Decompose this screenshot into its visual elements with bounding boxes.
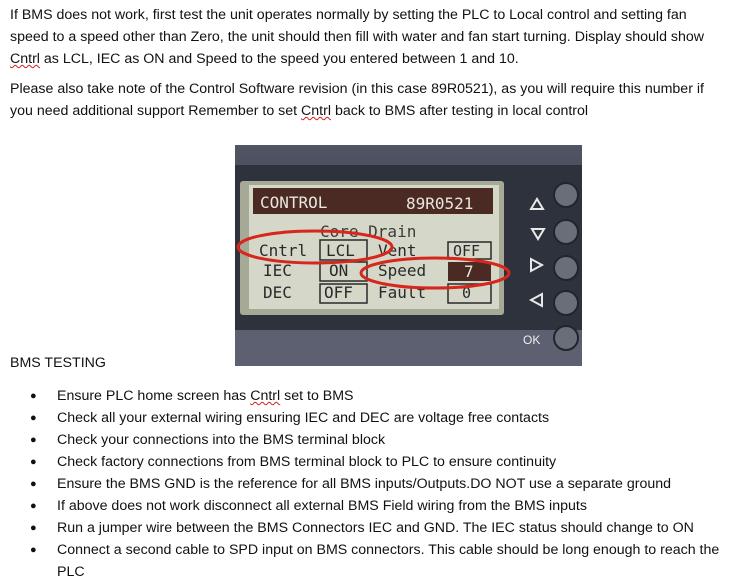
lcd-row-param: Vent [378, 241, 417, 260]
lcd-row-param-value: 0 [462, 284, 472, 302]
intro-text: Please also take note of the Control Software revision (in this case 89R0521), as you will require this number if you need additional support Remember to set [10, 81, 704, 119]
ok-label: OK [523, 333, 541, 347]
lcd-row-param-value: 7 [464, 262, 474, 281]
bullet-item [0, 473, 729, 495]
cntrl-word: Cntrl [10, 51, 40, 67]
bullet-item [0, 451, 729, 473]
intro-paragraph-1 [10, 4, 722, 70]
intro-paragraph-2 [10, 78, 722, 122]
lcd-row-label: DEC [263, 283, 292, 302]
bullet-item [0, 517, 729, 539]
lcd-col-headers: Core Drain [320, 222, 417, 241]
bullet-item [0, 539, 729, 583]
bullet-text: Connect a second cable to SPD input on BMS connectors. This cable should be long enough to reach the PLC [57, 542, 720, 580]
bullet-list [0, 385, 729, 583]
lcd-header-title: CONTROL [260, 193, 328, 212]
lcd-revision: 89R0521 [406, 194, 474, 213]
bullet-text: Check all your external wiring ensuring IEC and DEC are voltage free contacts [57, 410, 550, 426]
lcd-row-param: Fault [378, 283, 427, 302]
lcd-row-param: Speed [378, 261, 427, 280]
bullet-text: Ensure the BMS GND is the reference for all BMS inputs/Outputs.DO NOT use a separate ground [57, 476, 672, 492]
bullet-text: Check your connections into the BMS terminal block [57, 432, 386, 448]
bullet-text: Run a jumper wire between the BMS Connectors IEC and GND. The IEC status should change to ON [57, 520, 694, 536]
plc-display-photo [235, 145, 582, 366]
cntrl-word: Cntrl [301, 103, 331, 119]
bullet-item [0, 495, 729, 517]
bullet-item [0, 429, 729, 451]
section-title: BMS TESTING [10, 355, 106, 371]
lcd-row-value: LCL [326, 241, 355, 260]
intro-text: back to BMS after testing in local control [331, 103, 589, 119]
bullet-item [0, 407, 729, 429]
lcd-row-value: OFF [324, 283, 353, 302]
bullet-text: set to BMS [280, 388, 354, 404]
cntrl-word: Cntrl [250, 388, 281, 404]
lcd-row-value: ON [329, 261, 349, 280]
bullet-item [0, 385, 729, 407]
intro-text: as LCL, IEC as ON and Speed to the speed you entered between 1 and 10. [39, 51, 519, 67]
bullet-text: Ensure PLC home screen has [57, 388, 251, 404]
bullet-text: Check factory connections from BMS terminal block to PLC to ensure continuity [57, 454, 557, 470]
lcd-row-label: Cntrl [259, 241, 308, 260]
intro-text: If BMS does not work, first test the unit operates normally by setting the PLC to Local control and setting fan speed to a speed other than Zero, the unit should then fill with water and fan start turning. Display should show [10, 7, 705, 45]
bullet-text: If above does not work disconnect all external BMS Field wiring from the BMS inputs [57, 498, 587, 514]
lcd-row-label: IEC [263, 261, 292, 280]
lcd-row-param-value: OFF [453, 242, 481, 260]
